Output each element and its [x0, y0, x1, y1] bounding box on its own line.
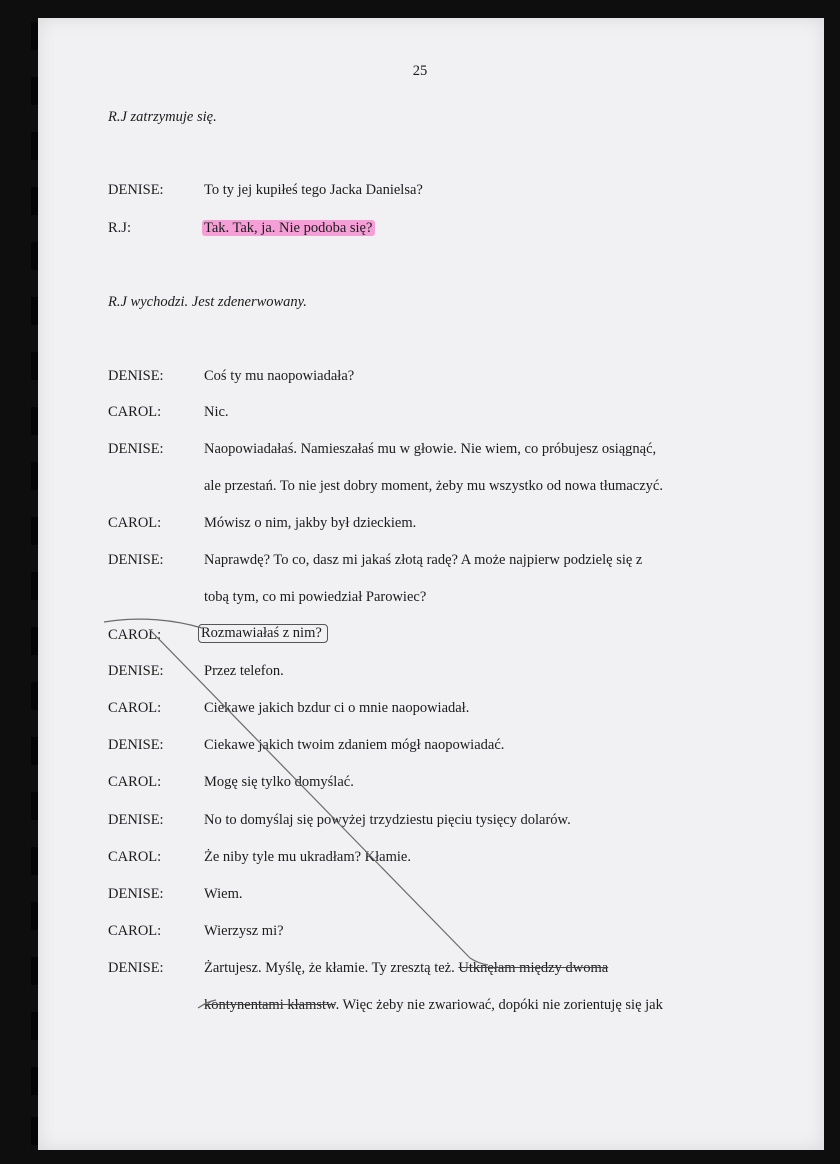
stage-direction: R.J zatrzymuje się.: [108, 109, 217, 125]
dialogue-line: Wierzysz mi?: [204, 923, 284, 939]
speaker-label: CAROL:: [108, 923, 162, 939]
boxed-dialogue: Rozmawiałaś z nim?: [198, 624, 328, 643]
struck-text: kontynentami kłamstw: [204, 997, 336, 1013]
dialogue-line: Naopowiadałaś. Namieszałaś mu w głowie. Nie wiem, co próbujesz osiągnąć,: [204, 441, 657, 457]
speaker-label: DENISE:: [108, 886, 164, 902]
speaker-label: DENISE:: [108, 552, 164, 568]
dialogue-line: Ciekawe jakich twoim zdaniem mógł naopowiadać.: [204, 737, 505, 753]
speaker-label: DENISE:: [108, 960, 164, 976]
dialogue-line: Że niby tyle mu ukradłam? Kłamie.: [204, 849, 411, 865]
dialogue-line: No to domyślaj się powyżej trzydziestu pięciu tysięcy dolarów.: [204, 812, 571, 828]
speaker-label: DENISE:: [108, 182, 164, 198]
speaker-label: CAROL:: [108, 515, 162, 531]
highlighted-dialogue: Tak. Tak, ja. Nie podoba się?: [202, 220, 375, 236]
page-number: 25: [412, 63, 428, 79]
speaker-label: DENISE:: [108, 663, 164, 679]
struck-text: Utknęłam między dwoma: [458, 960, 609, 976]
dialogue-line: Wiem.: [204, 886, 243, 902]
dialogue-text: Żartujesz. Myślę, że kłamie. Ty zresztą też.: [204, 960, 455, 976]
speaker-label: DENISE:: [108, 737, 164, 753]
speaker-label: CAROL:: [108, 627, 162, 643]
dialogue-line: Przez telefon.: [204, 663, 284, 679]
dialogue-continuation: ale przestań. To nie jest dobry moment, żeby mu wszystko od nowa tłumaczyć.: [204, 478, 663, 494]
dialogue-line: Mogę się tylko domyślać.: [204, 774, 354, 790]
speaker-label: DENISE:: [108, 441, 164, 457]
dialogue-line: Mówisz o nim, jakby był dzieckiem.: [204, 515, 417, 531]
dialogue-line: Nic.: [204, 404, 229, 420]
dialogue-line: Coś ty mu naopowiadała?: [204, 368, 355, 384]
speaker-label: CAROL:: [108, 404, 162, 420]
dialogue-line: To ty jej kupiłeś tego Jacka Danielsa?: [204, 182, 423, 198]
speaker-label: DENISE:: [108, 368, 164, 384]
dialogue-line: Ciekawe jakich bzdur ci o mnie naopowiadał.: [204, 700, 470, 716]
speaker-label: CAROL:: [108, 849, 162, 865]
stage-direction: R.J wychodzi. Jest zdenerwowany.: [108, 294, 307, 310]
dialogue-line: Naprawdę? To co, dasz mi jakaś złotą radę? A może najpierw podzielę się z: [204, 552, 643, 568]
speaker-label: CAROL:: [108, 774, 162, 790]
dialogue-continuation: tobą tym, co mi powiedział Parowiec?: [204, 589, 427, 605]
speaker-label: CAROL:: [108, 700, 162, 716]
dialogue-text: . Więc żeby nie zwariować, dopóki nie zorientuję się jak: [335, 997, 663, 1013]
speaker-label: DENISE:: [108, 812, 164, 828]
speaker-label: R.J:: [108, 220, 131, 236]
